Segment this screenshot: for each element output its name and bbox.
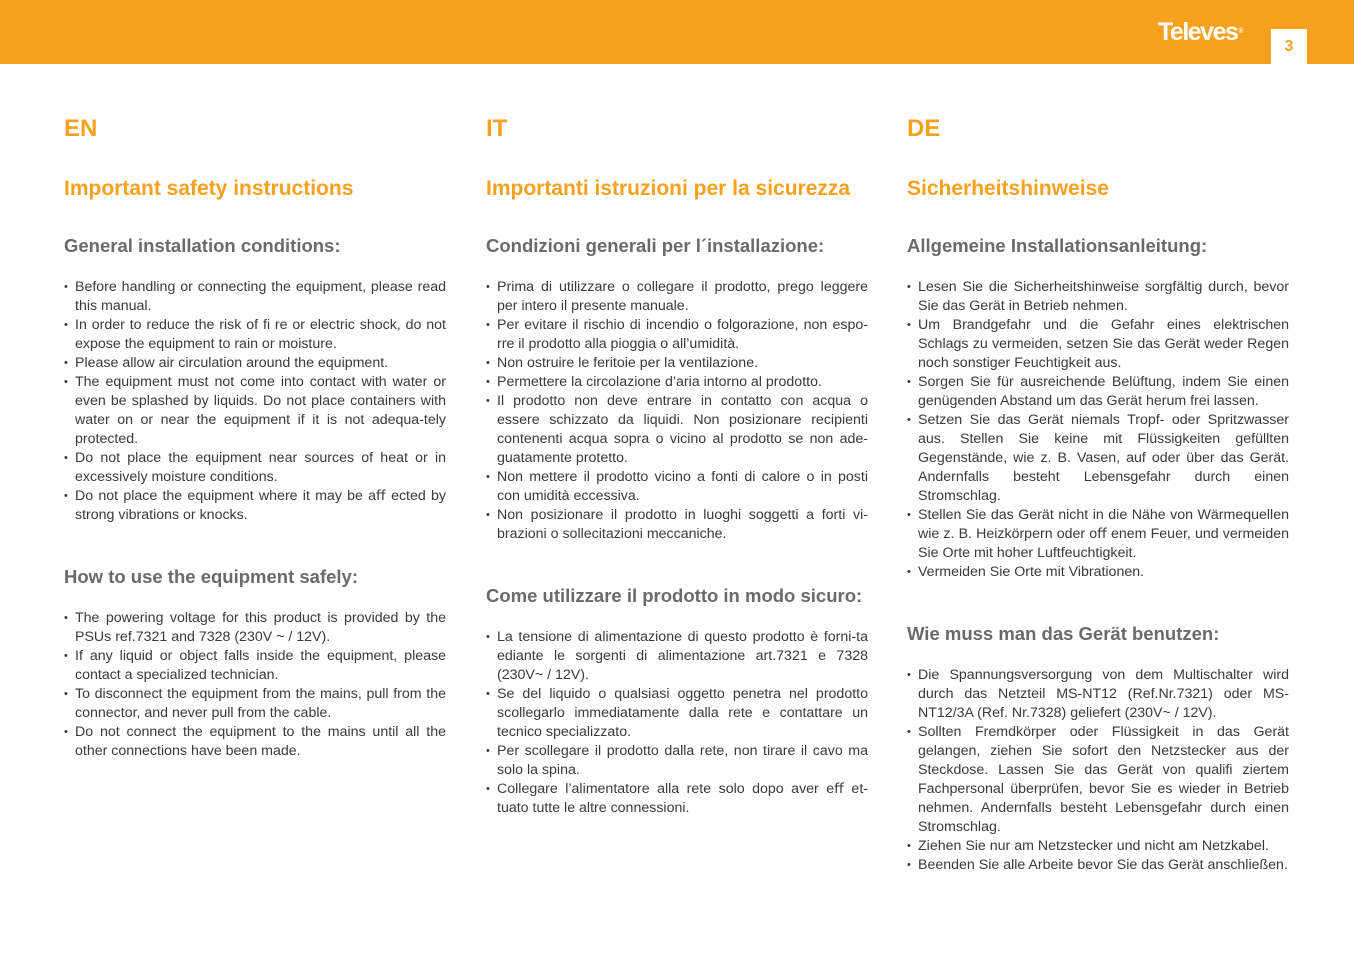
section-title-it: Importanti istruzioni per la sicurezza bbox=[486, 177, 851, 200]
column-de bbox=[907, 116, 1289, 875]
list-item: • Setzen Sie das Gerät niemals Tropf- oder Spritzwasser aus. Stellen Sie keine mit Flüssigkeiten gefüllten Gegenstände, wie z. B. Vasen, auf oder über das Gerät. Andernfalls besteht Lebensgefahr durch einen Stromschlag. bbox=[907, 411, 1289, 506]
list-item: • Lesen Sie die Sicherheitshinweise sorgfältig durch, bevor Sie das Gerät in Betrieb nehmen. bbox=[907, 278, 1289, 316]
list-item: • La tensione di alimentazione di questo prodotto è forni-ta ediante le sorgenti di alimentazione art.7321 e 7328 (230V~ / 12V). bbox=[486, 628, 868, 685]
list-item: • Se del liquido o qualsiasi oggetto penetra nel prodotto scollegarlo immediatamente dalla rete e contattare un tecnico specializzato. bbox=[486, 685, 868, 742]
list-safe-use-en bbox=[64, 609, 446, 761]
subheading-safe-use-en: How to use the equipment safely: bbox=[64, 566, 358, 587]
list-item: • Sollten Fremdkörper oder Flüssigkeit in das Gerät gelangen, ziehen Sie sofort den Netzstecker aus der Steckdose. Lassen Sie das Gerät von qualiﬁ ziertem Fachpersonal überprüfen, bevor Sie es wieder in Betrieb nehmen. Andernfalls besteht Lebensgefahr durch einen Stromschlag. bbox=[907, 723, 1289, 837]
subheading-safe-use-de: Wie muss man das Gerät benutzen: bbox=[907, 623, 1220, 644]
list-item: • Please allow air circulation around the equipment. bbox=[64, 354, 446, 373]
list-item: • To disconnect the equipment from the mains, pull from the connector, and never pull from the cable. bbox=[64, 685, 446, 723]
page-number: 3 bbox=[1271, 29, 1307, 65]
list-general-installation-en bbox=[64, 278, 446, 525]
list-item: • Permettere la circolazione d’aria intorno al prodotto. bbox=[486, 373, 868, 392]
list-item: • Do not place the equipment where it may be aﬀ ected by strong vibrations or knocks. bbox=[64, 487, 446, 525]
list-safe-use-de bbox=[907, 666, 1289, 875]
televes-logo: Televes® bbox=[1158, 18, 1244, 46]
language-heading-it: IT bbox=[486, 115, 508, 142]
subheading-general-installation-en: General installation conditions: bbox=[64, 235, 341, 256]
list-item: • The powering voltage for this product is provided by the PSUs ref.7321 and 7328 (230V ~ / 12V). bbox=[64, 609, 446, 647]
list-item: • Non mettere il prodotto vicino a fonti di calore o in posti con umidità eccessiva. bbox=[486, 468, 868, 506]
column-it bbox=[486, 116, 868, 818]
list-item: • Um Brandgefahr und die Gefahr eines elektrischen Schlags zu vermeiden, setzen Sie das Gerät weder Regen noch sonstiger Feuchtigkeit aus. bbox=[907, 316, 1289, 373]
list-item: • Prima di utilizzare o collegare il prodotto, prego leggere per intero il presente manuale. bbox=[486, 278, 868, 316]
list-general-installation-de bbox=[907, 278, 1289, 582]
section-title-de: Sicherheitshinweise bbox=[907, 177, 1109, 200]
section-title-en: Important safety instructions bbox=[64, 177, 354, 200]
list-item: • Per scollegare il prodotto dalla rete, non tirare il cavo ma solo la spina. bbox=[486, 742, 868, 780]
subheading-safe-use-it: Come utilizzare il prodotto in modo sicuro: bbox=[486, 585, 863, 606]
list-item: • Die Spannungsversorgung von dem Multischalter wird durch das Netzteil MS-NT12 (Ref.Nr.7321) oder MS-NT12/3A (Ref. Nr.7328) geliefert (230V~ / 12V). bbox=[907, 666, 1289, 723]
column-en bbox=[64, 116, 446, 761]
list-item: • Before handling or connecting the equipment, please read this manual. bbox=[64, 278, 446, 316]
list-item: • Stellen Sie das Gerät nicht in die Nähe von Wärmequellen wie z. B. Heizkörpern oder oﬀ enem Feuer, und vermeiden Sie Orte mit hoher Luftfeuchtigkeit. bbox=[907, 506, 1289, 563]
list-item: • Do not connect the equipment to the mains until all the other connections have been made. bbox=[64, 723, 446, 761]
list-item: • Beenden Sie alle Arbeite bevor Sie das Gerät anschließen. bbox=[907, 856, 1289, 875]
list-item: • Vermeiden Sie Orte mit Vibrationen. bbox=[907, 563, 1289, 582]
subheading-general-installation-de: Allgemeine Installationsanleitung: bbox=[907, 235, 1208, 256]
list-item: • In order to reduce the risk of ﬁ re or electric shock, do not expose the equipment to rain or moisture. bbox=[64, 316, 446, 354]
list-item: • Per evitare il rischio di incendio o folgorazione, non espo-rre il prodotto alla pioggia o all’umidità. bbox=[486, 316, 868, 354]
list-item: • The equipment must not come into contact with water or even be splashed by liquids. Do not place containers with water on or near the equipment if it is not adequa-tely protected. bbox=[64, 373, 446, 449]
list-safe-use-it bbox=[486, 628, 868, 818]
list-item: • Do not place the equipment near sources of heat or in excessively moisture conditions. bbox=[64, 449, 446, 487]
header-bar bbox=[0, 0, 1354, 64]
list-item: • Sorgen Sie für ausreichende Belüftung, indem Sie einen genügenden Abstand um das Gerät herum frei lassen. bbox=[907, 373, 1289, 411]
list-item: • Ziehen Sie nur am Netzstecker und nicht am Netzkabel. bbox=[907, 837, 1289, 856]
list-item: • Il prodotto non deve entrare in contatto con acqua o essere schizzato da liquidi. Non posizionare recipienti contenenti acqua sopra o vicino al prodotto se non ade-guatamente protetto. bbox=[486, 392, 868, 468]
list-general-installation-it bbox=[486, 278, 868, 544]
language-heading-de: DE bbox=[907, 115, 941, 142]
subheading-general-installation-it: Condizioni generali per l´installazione: bbox=[486, 235, 825, 256]
list-item: • Non ostruire le feritoie per la ventilazione. bbox=[486, 354, 868, 373]
list-item: • If any liquid or object falls inside the equipment, please contact a specialized technician. bbox=[64, 647, 446, 685]
list-item: • Collegare l’alimentatore alla rete solo dopo aver eﬀ et-tuato tutte le altre connessioni. bbox=[486, 780, 868, 818]
language-heading-en: EN bbox=[64, 115, 98, 142]
list-item: • Non posizionare il prodotto in luoghi soggetti a forti vi-brazioni o sollecitazioni meccaniche. bbox=[486, 506, 868, 544]
